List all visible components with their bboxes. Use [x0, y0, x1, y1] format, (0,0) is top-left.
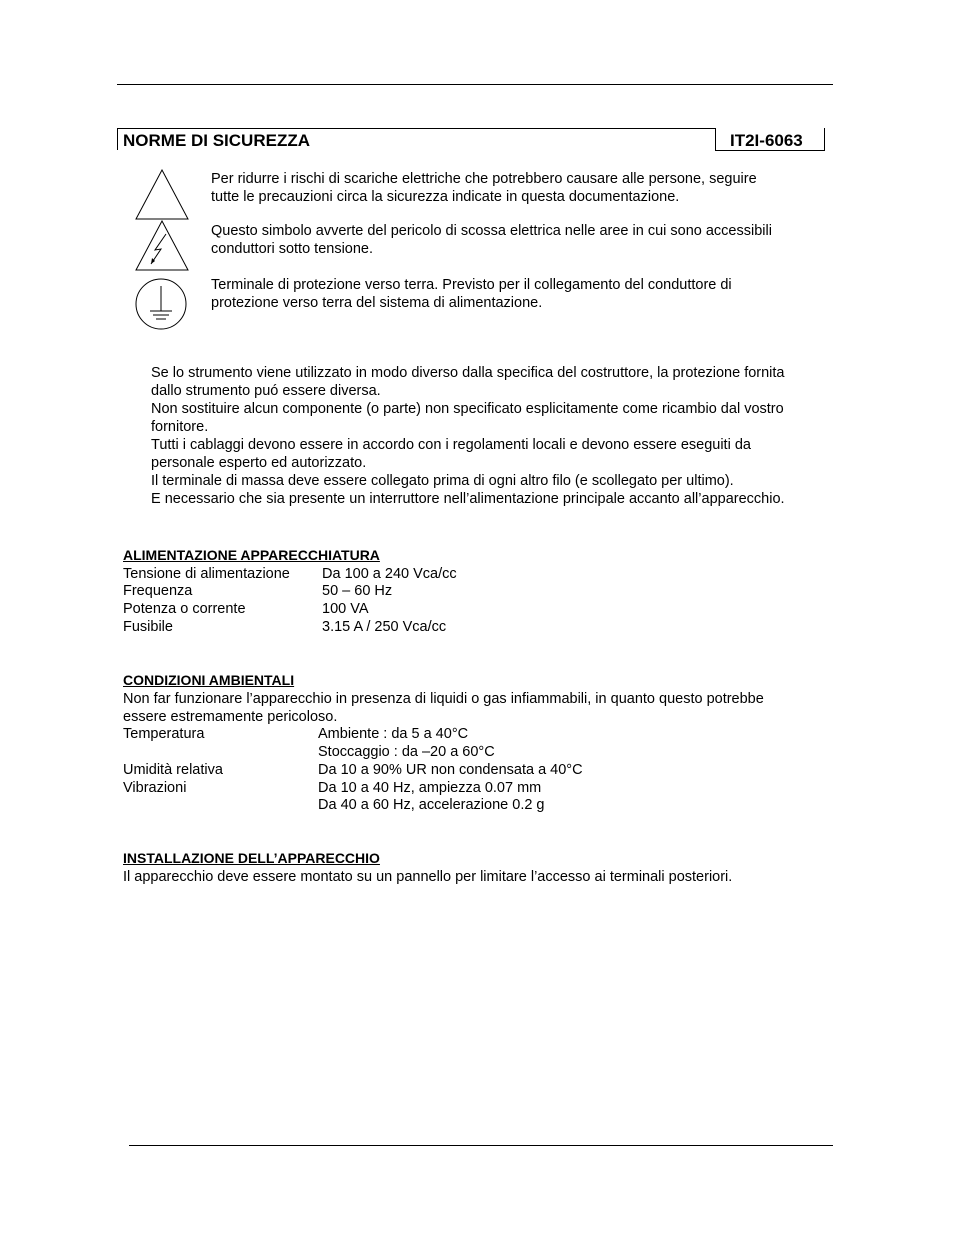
symbol-text-earth: [211, 276, 732, 312]
note-line: Se lo strumento viene utilizzato in modo diverso dalla specifica del costruttore, la protezione fornita: [151, 365, 785, 381]
header-rule: [117, 128, 715, 129]
installation-text: Il apparecchio deve essere montato su un pannello per limitare l’accesso ai terminali posteriori.: [123, 869, 733, 885]
header-rule-left-tick: [117, 128, 118, 150]
symbol-text-line: Per ridurre i rischi di scariche elettriche che potrebbero causare alle persone, seguire: [211, 171, 757, 187]
power-table: [123, 565, 623, 637]
protective-earth-icon: [134, 278, 190, 330]
electric-shock-icon: [134, 220, 190, 272]
power-value: 100 VA: [322, 601, 369, 617]
environment-value: Da 10 a 90% UR non condensata a 40°C: [318, 762, 583, 778]
symbol-text-line: Terminale di protezione verso terra. Previsto per il collegamento del conduttore di: [211, 277, 732, 293]
page-title: NORME DI SICUREZZA: [123, 131, 310, 150]
note-line: Tutti i cablaggi devono essere in accordo con i regolamenti locali e devono essere eseguiti da: [151, 437, 751, 453]
power-label: Frequenza: [123, 583, 193, 599]
installation-heading: INSTALLAZIONE DELL’APPARECCHIO: [123, 850, 380, 866]
note-line: dallo strumento puó essere diversa.: [151, 383, 381, 399]
symbol-text-warning: [211, 170, 757, 206]
note-line: Non sostituire alcun componente (o parte) non specificato esplicitamente come ricambio dal vostro: [151, 401, 784, 417]
environment-intro-line: Non far funzionare l’apparecchio in presenza di liquidi o gas infiammabili, in quanto questo potrebbe: [123, 691, 764, 707]
symbol-text-line: tutte le precauzioni circa la sicurezza indicate in questa documentazione.: [211, 189, 680, 205]
safety-notes: [151, 364, 785, 508]
power-label: Potenza o corrente: [123, 601, 246, 617]
warning-triangle-icon: [134, 169, 190, 221]
power-label: Tensione di alimentazione: [123, 566, 290, 582]
note-line: personale esperto ed autorizzato.: [151, 455, 367, 471]
environment-intro: [123, 690, 764, 726]
power-heading: ALIMENTAZIONE APPARECCHIATURA: [123, 547, 380, 563]
power-label: Fusibile: [123, 619, 173, 635]
document-code: IT2I-6063: [730, 131, 803, 150]
bottom-rule: [129, 1145, 833, 1146]
symbol-text-line: protezione verso terra del sistema di alimentazione.: [211, 295, 543, 311]
environment-value: Stoccaggio : da –20 a 60°C: [318, 744, 495, 760]
power-value: 50 – 60 Hz: [322, 583, 393, 599]
symbol-text-shock: [211, 222, 772, 258]
environment-value: Da 10 a 40 Hz, ampiezza 0.07 mm: [318, 780, 542, 796]
environment-heading: CONDIZIONI AMBIENTALI: [123, 672, 295, 688]
power-value: 3.15 A / 250 Vca/cc: [322, 619, 447, 635]
environment-value: Ambiente : da 5 a 40°C: [318, 726, 469, 742]
note-line: Il terminale di massa deve essere collegato prima di ogni altro filo (e scollegato per ultimo).: [151, 473, 734, 489]
note-line: fornitore.: [151, 419, 209, 435]
power-value: Da 100 a 240 Vca/cc: [322, 566, 457, 582]
symbol-text-line: Questo simbolo avverte del pericolo di scossa elettrica nelle aree in cui sono accessibili: [211, 223, 772, 239]
environment-label: Umidità relativa: [123, 762, 223, 778]
note-line: E necessario che sia presente un interruttore nell’alimentazione principale accanto all’apparecchio.: [151, 491, 785, 507]
environment-value: Da 40 a 60 Hz, accelerazione 0.2 g: [318, 797, 545, 813]
environment-label: Vibrazioni: [123, 780, 187, 796]
environment-label: Temperatura: [123, 726, 205, 742]
symbol-text-line: conduttori sotto tensione.: [211, 241, 374, 257]
environment-intro-line: essere estremamente pericoloso.: [123, 709, 338, 725]
environment-table: [123, 725, 683, 815]
top-rule: [117, 84, 833, 85]
